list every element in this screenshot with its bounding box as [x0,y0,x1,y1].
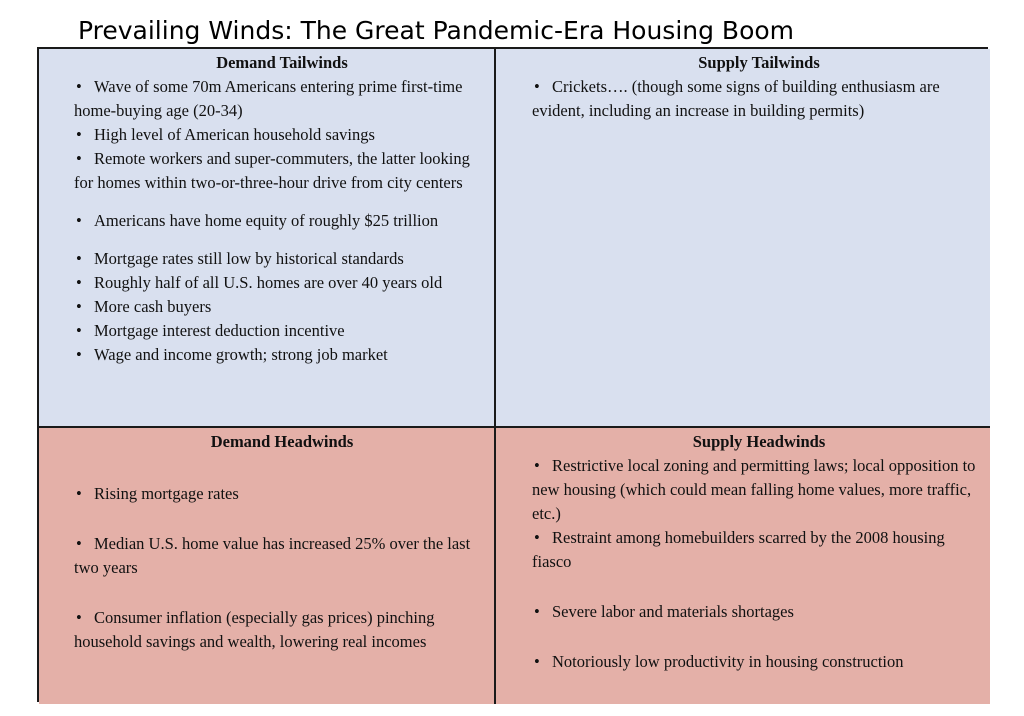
list-item-text: Roughly half of all U.S. homes are over 40 years old [94,273,443,292]
demand-headwinds-list [74,482,490,654]
demand-headwinds-heading: Demand Headwinds [210,432,354,451]
list-item [74,532,490,580]
list-item-text: Americans have home equity of roughly $25 trillion [94,211,439,230]
list-item [74,209,490,233]
list-item-text: Mortgage rates still low by historical standards [94,249,404,268]
supply-headwinds-heading: Supply Headwinds [692,432,826,451]
list-item-text: Median U.S. home value has increased 25% over the last two years [74,534,471,577]
list-item [532,600,986,624]
list-item [74,482,490,506]
list-item-text: Restrictive local zoning and permitting laws; local opposition to new housing (which could mean falling home values, more traffic, etc.) [532,456,976,523]
bullet-icon: • [534,456,540,475]
bullet-icon: • [534,77,540,96]
demand-headwinds-quadrant [39,428,496,704]
list-item [532,526,986,574]
bullet-icon: • [76,211,82,230]
bullet-icon: • [76,125,82,144]
supply-tailwinds-list [532,75,986,123]
list-item [74,606,490,654]
bullet-icon: • [534,528,540,547]
supply-tailwinds-heading: Supply Tailwinds [698,53,820,72]
bullet-icon: • [76,273,82,292]
list-item [74,75,490,123]
bullet-icon: • [76,534,82,553]
list-item [74,147,490,195]
demand-tailwinds-list [74,75,490,367]
bullet-icon: • [76,249,82,268]
demand-tailwinds-heading: Demand Tailwinds [216,53,348,72]
bullet-icon: • [76,149,82,168]
list-item [74,123,490,147]
bullet-icon: • [76,484,82,503]
list-item-text: Rising mortgage rates [94,484,239,503]
bullet-icon: • [76,297,82,316]
list-item-text: Wave of some 70m Americans entering prime first-time home-buying age (20-34) [74,77,463,120]
list-item [74,247,490,271]
list-item-text: Consumer inflation (especially gas prices) pinching household savings and wealth, lowering real incomes [74,608,435,651]
list-item-text: Remote workers and super-commuters, the latter looking for homes within two-or-three-hour drive from city centers [74,149,470,192]
quadrant-grid [37,47,988,702]
bullet-icon: • [534,602,540,621]
list-item [532,650,986,674]
demand-tailwinds-quadrant [39,49,496,428]
list-item [74,295,490,319]
supply-headwinds-quadrant [496,428,990,704]
supply-headwinds-list [532,454,986,674]
list-item [74,319,490,343]
list-item [532,454,986,526]
list-item-text: More cash buyers [94,297,212,316]
bullet-icon: • [76,321,82,340]
supply-tailwinds-quadrant [496,49,990,428]
page-title: Prevailing Winds: The Great Pandemic-Era Housing Boom [78,16,795,45]
list-item-text: Crickets…. (though some signs of building enthusiasm are evident, including an increase in building permits) [532,77,940,120]
list-item [74,271,490,295]
list-item [532,75,986,123]
bullet-icon: • [534,652,540,671]
list-item-text: Notoriously low productivity in housing construction [552,652,904,671]
list-item-text: Mortgage interest deduction incentive [94,321,345,340]
bullet-icon: • [76,345,82,364]
list-item-text: Severe labor and materials shortages [552,602,794,621]
bullet-icon: • [76,77,82,96]
list-item [74,343,490,367]
list-item-text: Restraint among homebuilders scarred by the 2008 housing fiasco [532,528,945,571]
list-item-text: Wage and income growth; strong job market [94,345,388,364]
list-item-text: High level of American household savings [94,125,375,144]
bullet-icon: • [76,608,82,627]
